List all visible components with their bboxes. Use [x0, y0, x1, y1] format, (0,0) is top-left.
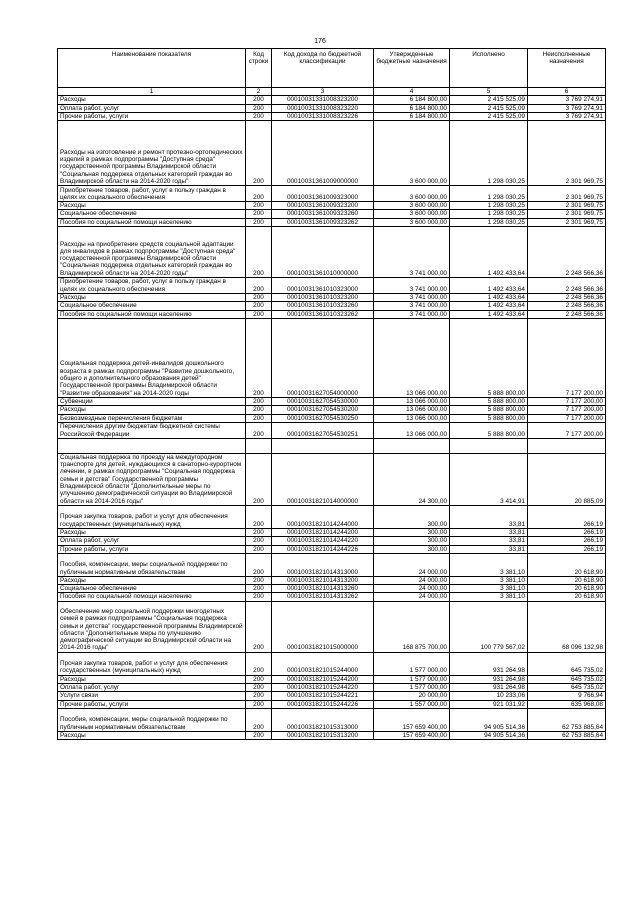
table-row	[58, 553, 606, 576]
cell-executed: 100 779 567,02	[450, 601, 528, 652]
table-row	[58, 593, 606, 601]
cell-unexecuted: 2 301 969,75	[528, 202, 606, 210]
table-row	[58, 310, 606, 318]
cell-executed: 3 381,10	[450, 585, 528, 593]
cell-name: Социальная поддержка детей-инвалидов дошкольного возраста в рамках подпрограммы "Развитие дошкольного, общего и дополнительного образования детей" Государственной программы Владимирской области "Развитие образования" на 2014-2020 годы	[58, 318, 246, 397]
cell-kbk	[272, 438, 374, 453]
header-unexecuted: Неисполненные назначения	[528, 49, 606, 88]
cell-name: Обеспечение мер социальной поддержки многодетных семей в рамках подпрограммы "Социальная поддержка семьи и детства" государственной программы Владимирской области "Дополнительные меры по улучшению демографической ситуации во Владимирской области на 2014-2016 годы"	[58, 601, 246, 652]
cell-executed: 3 381,10	[450, 593, 528, 601]
cell-name: Оплата работ, услуг	[58, 684, 246, 692]
cell-code: 200	[246, 692, 272, 700]
column-index-row	[58, 88, 606, 96]
cell-unexecuted: 20 618,90	[528, 576, 606, 584]
table-row	[58, 708, 606, 731]
cell-approved: 13 066 000,00	[374, 414, 450, 422]
cell-approved: 24 000,00	[374, 585, 450, 593]
cell-unexecuted: 3 769 274,91	[528, 104, 606, 112]
cell-kbk: 00010031331008323226	[272, 112, 374, 120]
cell-unexecuted: 20 618,90	[528, 593, 606, 601]
cell-name: Пособия, компенсации, меры социальной поддержки по публичным нормативным обязательствам	[58, 553, 246, 576]
cell-code: 200	[246, 121, 272, 186]
cell-unexecuted: 3 769 274,91	[528, 112, 606, 120]
cell-kbk: 00010031361009000000	[272, 121, 374, 186]
cell-executed: 33,81	[450, 545, 528, 553]
cell-name: Расходы	[58, 406, 246, 414]
cell-unexecuted: 2 301 969,75	[528, 186, 606, 202]
cell-approved: 13 066 000,00	[374, 397, 450, 405]
cell-kbk: 00010031627054530000	[272, 397, 374, 405]
cell-executed: 1 492 433,64	[450, 278, 528, 294]
cell-code: 200	[246, 422, 272, 438]
cell-unexecuted: 266,19	[528, 528, 606, 536]
table-row	[58, 537, 606, 545]
cell-name: Пособия, компенсации, меры социальной поддержки по публичным нормативным обязательствам	[58, 708, 246, 731]
cell-approved: 3 600 000,00	[374, 202, 450, 210]
table-row	[58, 278, 606, 294]
cell-approved: 3 741 000,00	[374, 294, 450, 302]
cell-approved: 300,00	[374, 537, 450, 545]
table-row	[58, 186, 606, 202]
cell-kbk: 00010031331008323220	[272, 104, 374, 112]
cell-code: 200	[246, 553, 272, 576]
cell-kbk: 00010031821014313260	[272, 585, 374, 593]
cell-unexecuted: 7 177 200,00	[528, 406, 606, 414]
index-5: 5	[450, 88, 528, 96]
cell-name: Расходы	[58, 731, 246, 739]
cell-executed: 5 888 800,00	[450, 422, 528, 438]
table-row	[58, 96, 606, 104]
cell-unexecuted: 7 177 200,00	[528, 414, 606, 422]
table-row	[58, 218, 606, 226]
cell-code: 200	[246, 585, 272, 593]
cell-executed: 931 264,98	[450, 675, 528, 683]
cell-name: Оплата работ, услуг	[58, 104, 246, 112]
cell-code: 200	[246, 318, 272, 397]
table-row	[58, 684, 606, 692]
cell-approved: 13 066 000,00	[374, 318, 450, 397]
cell-approved: 20 000,00	[374, 692, 450, 700]
cell-approved: 1 557 000,00	[374, 700, 450, 708]
cell-name: Социальное обеспечение	[58, 210, 246, 218]
cell-code: 200	[246, 731, 272, 739]
table-row	[58, 652, 606, 675]
index-3: 3	[272, 88, 374, 96]
cell-code: 200	[246, 453, 272, 505]
cell-name: Прочая закупка товаров, работ и услуг для обеспечения государственных (муниципальных) нужд	[58, 505, 246, 528]
cell-executed: 931 264,98	[450, 652, 528, 675]
cell-name: Расходы	[58, 202, 246, 210]
cell-name: Перечисления другим бюджетам бюджетной системы Российской Федерации	[58, 422, 246, 438]
header-code: Код строки	[246, 49, 272, 88]
cell-executed: 2 415 525,09	[450, 96, 528, 104]
cell-executed: 3 381,10	[450, 576, 528, 584]
cell-code	[246, 438, 272, 453]
cell-name: Расходы	[58, 528, 246, 536]
cell-approved: 6 184 800,00	[374, 112, 450, 120]
cell-kbk: 00010031361010323000	[272, 278, 374, 294]
cell-name: Социальная поддержка по проезду на междугородном транспорте для детей, нуждающихся в санаторно-курортном лечении, в рамках подпрограммы "Социальная поддержка семьи и детства" Государственной программы Владимирской области "Дополнительные меры по улучшению демографической ситуации во Владимирской области на 2014-2016 годы"	[58, 453, 246, 505]
cell-name: Прочие работы, услуги	[58, 700, 246, 708]
cell-executed: 1 492 433,64	[450, 302, 528, 310]
cell-name: Прочие работы, услуги	[58, 112, 246, 120]
cell-kbk: 00010031821014313200	[272, 576, 374, 584]
table-row	[58, 294, 606, 302]
table-row	[58, 397, 606, 405]
cell-name: Приобретение товаров, работ, услуг в пользу граждан в целях их социального обеспечения	[58, 186, 246, 202]
table-row	[58, 104, 606, 112]
cell-code: 200	[246, 96, 272, 104]
table-row	[58, 422, 606, 438]
cell-name: Услуги связи	[58, 692, 246, 700]
cell-unexecuted: 266,19	[528, 537, 606, 545]
cell-executed: 2 415 525,09	[450, 104, 528, 112]
cell-code: 200	[246, 675, 272, 683]
cell-unexecuted: 68 096 132,98	[528, 601, 606, 652]
cell-executed: 1 492 433,64	[450, 294, 528, 302]
cell-executed: 5 888 800,00	[450, 406, 528, 414]
cell-code: 200	[246, 210, 272, 218]
table-row	[58, 210, 606, 218]
cell-code: 200	[246, 397, 272, 405]
cell-kbk: 00010031821015313200	[272, 731, 374, 739]
cell-name: Расходы	[58, 675, 246, 683]
cell-approved: 157 659 400,00	[374, 708, 450, 731]
cell-approved: 3 741 000,00	[374, 310, 450, 318]
cell-code: 200	[246, 528, 272, 536]
cell-approved: 6 184 800,00	[374, 104, 450, 112]
cell-approved: 300,00	[374, 505, 450, 528]
table-row	[58, 585, 606, 593]
cell-name: Социальное обеспечение	[58, 302, 246, 310]
cell-unexecuted: 62 753 885,64	[528, 708, 606, 731]
page-number: 176	[314, 38, 326, 45]
cell-code: 200	[246, 218, 272, 226]
cell-unexecuted	[528, 438, 606, 453]
table-row	[58, 227, 606, 278]
cell-code: 200	[246, 593, 272, 601]
cell-kbk: 00010031361010323262	[272, 310, 374, 318]
cell-name: Пособия по социальной помощи населению	[58, 593, 246, 601]
cell-name	[58, 438, 246, 453]
cell-unexecuted: 3 769 274,91	[528, 96, 606, 104]
cell-unexecuted: 2 248 566,36	[528, 302, 606, 310]
cell-executed: 1 298 030,25	[450, 218, 528, 226]
cell-unexecuted: 645 735,02	[528, 675, 606, 683]
cell-kbk: 00010031627054000000	[272, 318, 374, 397]
cell-code: 200	[246, 505, 272, 528]
cell-approved: 24 000,00	[374, 553, 450, 576]
cell-unexecuted: 2 248 566,36	[528, 227, 606, 278]
cell-approved: 24 000,00	[374, 576, 450, 584]
cell-kbk: 00010031361009323200	[272, 202, 374, 210]
cell-kbk: 00010031361009323260	[272, 210, 374, 218]
table-row	[58, 692, 606, 700]
cell-unexecuted: 2 301 969,75	[528, 210, 606, 218]
cell-kbk: 00010031821014313262	[272, 593, 374, 601]
table-row	[58, 121, 606, 186]
cell-executed: 94 905 514,36	[450, 731, 528, 739]
cell-unexecuted: 9 766,94	[528, 692, 606, 700]
cell-executed: 1 298 030,25	[450, 202, 528, 210]
cell-name: Расходы	[58, 576, 246, 584]
cell-code: 200	[246, 406, 272, 414]
table-row	[58, 545, 606, 553]
index-2: 2	[246, 88, 272, 96]
cell-approved: 3 600 000,00	[374, 186, 450, 202]
cell-approved: 3 600 000,00	[374, 210, 450, 218]
cell-kbk: 00010031821014244220	[272, 537, 374, 545]
cell-code: 200	[246, 700, 272, 708]
cell-kbk: 00010031821015000000	[272, 601, 374, 652]
cell-executed: 1 298 030,25	[450, 210, 528, 218]
table-row	[58, 414, 606, 422]
cell-approved: 13 066 000,00	[374, 422, 450, 438]
cell-name: Расходы	[58, 96, 246, 104]
cell-unexecuted: 266,19	[528, 545, 606, 553]
cell-code: 200	[246, 186, 272, 202]
cell-kbk: 00010031821015244200	[272, 675, 374, 683]
cell-unexecuted: 2 248 566,36	[528, 310, 606, 318]
cell-kbk: 00010031821014244000	[272, 505, 374, 528]
table-row	[58, 453, 606, 505]
table-row	[58, 318, 606, 397]
cell-executed: 2 415 525,09	[450, 112, 528, 120]
cell-name: Субвенции	[58, 397, 246, 405]
header-executed: Исполнено	[450, 49, 528, 88]
cell-name: Прочая закупка товаров, работ и услуг для обеспечения государственных (муниципальных) нужд	[58, 652, 246, 675]
cell-kbk: 00010031361010323200	[272, 294, 374, 302]
cell-unexecuted: 20 618,90	[528, 585, 606, 593]
table-row	[58, 675, 606, 683]
cell-approved: 1 577 000,00	[374, 652, 450, 675]
cell-approved: 1 577 000,00	[374, 684, 450, 692]
cell-unexecuted: 2 301 969,75	[528, 121, 606, 186]
cell-code: 200	[246, 708, 272, 731]
cell-executed: 1 492 433,64	[450, 310, 528, 318]
cell-executed: 94 905 514,36	[450, 708, 528, 731]
cell-approved: 3 741 000,00	[374, 278, 450, 294]
cell-unexecuted: 20 618,90	[528, 553, 606, 576]
cell-approved: 24 000,00	[374, 593, 450, 601]
cell-kbk: 00010031627054530200	[272, 406, 374, 414]
cell-unexecuted: 7 177 200,00	[528, 397, 606, 405]
cell-unexecuted: 635 968,08	[528, 700, 606, 708]
index-6: 6	[528, 88, 606, 96]
cell-kbk: 00010031821015313000	[272, 708, 374, 731]
table-row	[58, 700, 606, 708]
header-approved: Утвержденные бюджетные назначения	[374, 49, 450, 88]
table-body	[58, 96, 606, 740]
cell-code: 200	[246, 278, 272, 294]
cell-kbk: 00010031821015244226	[272, 700, 374, 708]
cell-code: 200	[246, 112, 272, 120]
cell-approved: 3 741 000,00	[374, 302, 450, 310]
cell-approved: 3 741 000,00	[374, 227, 450, 278]
cell-code: 200	[246, 545, 272, 553]
cell-name: Безвозмездные перечисления бюджетам	[58, 414, 246, 422]
cell-approved: 1 577 000,00	[374, 675, 450, 683]
table-row	[58, 202, 606, 210]
cell-code: 200	[246, 652, 272, 675]
cell-unexecuted: 645 735,02	[528, 652, 606, 675]
cell-approved: 3 600 000,00	[374, 218, 450, 226]
cell-executed: 5 888 800,00	[450, 397, 528, 405]
cell-executed: 931 264,98	[450, 684, 528, 692]
cell-executed: 10 233,06	[450, 692, 528, 700]
table-row	[58, 406, 606, 414]
cell-code: 200	[246, 601, 272, 652]
cell-code: 200	[246, 537, 272, 545]
cell-executed: 33,81	[450, 505, 528, 528]
cell-executed: 33,81	[450, 528, 528, 536]
table-row	[58, 601, 606, 652]
cell-executed	[450, 438, 528, 453]
cell-approved: 168 875 700,00	[374, 601, 450, 652]
cell-name: Пособия по социальной помощи населению	[58, 310, 246, 318]
cell-unexecuted: 7 177 200,00	[528, 318, 606, 397]
table-row	[58, 731, 606, 739]
cell-name: Расходы на приобретение средств социальной адаптации для инвалидов в рамках подпрограммы "Доступная среда" государственной программы Владимирской области "Социальная поддержка отдельных категорий граждан во Владимирской области на 2014-2020 годы"	[58, 227, 246, 278]
cell-kbk: 00010031627054530251	[272, 422, 374, 438]
cell-approved: 3 600 000,00	[374, 121, 450, 186]
cell-approved: 24 300,00	[374, 453, 450, 505]
cell-code: 200	[246, 202, 272, 210]
cell-unexecuted: 645 735,02	[528, 684, 606, 692]
cell-unexecuted: 2 301 969,75	[528, 218, 606, 226]
cell-code: 200	[246, 227, 272, 278]
cell-executed: 921 031,92	[450, 700, 528, 708]
cell-kbk: 000100313310083232​00	[272, 96, 374, 104]
cell-name: Приобретение товаров, работ, услуг в пользу граждан в целях их социального обеспечения	[58, 278, 246, 294]
cell-approved: 157 659 400,00	[374, 731, 450, 739]
table-header-row	[58, 49, 606, 88]
cell-unexecuted: 2 248 566,36	[528, 278, 606, 294]
cell-code: 200	[246, 310, 272, 318]
cell-name: Расходы	[58, 294, 246, 302]
cell-unexecuted: 2 248 566,36	[528, 294, 606, 302]
table-row	[58, 528, 606, 536]
cell-approved: 13 066 000,00	[374, 406, 450, 414]
cell-kbk: 00010031361010323260	[272, 302, 374, 310]
cell-code: 200	[246, 414, 272, 422]
cell-approved	[374, 438, 450, 453]
cell-unexecuted: 266,19	[528, 505, 606, 528]
cell-kbk: 00010031821015244000	[272, 652, 374, 675]
cell-kbk: 00010031361009323262	[272, 218, 374, 226]
table-row	[58, 438, 606, 453]
cell-executed: 1 492 433,64	[450, 227, 528, 278]
cell-code: 200	[246, 104, 272, 112]
cell-kbk: 00010031821014244226	[272, 545, 374, 553]
cell-executed: 1 298 030,25	[450, 186, 528, 202]
cell-kbk: 00010031821015244220	[272, 684, 374, 692]
cell-name: Прочие работы, услуги	[58, 545, 246, 553]
cell-code: 200	[246, 576, 272, 584]
table-row	[58, 505, 606, 528]
cell-code: 200	[246, 294, 272, 302]
cell-kbk: 00010031627054530250	[272, 414, 374, 422]
header-kbk: Код дохода по бюджетной классификации	[272, 49, 374, 88]
cell-unexecuted: 7 177 200,00	[528, 422, 606, 438]
table-row	[58, 576, 606, 584]
cell-kbk: 00010031821014000000	[272, 453, 374, 505]
cell-name: Социальное обеспечение	[58, 585, 246, 593]
cell-unexecuted: 62 753 885,64	[528, 731, 606, 739]
cell-executed: 3 381,10	[450, 553, 528, 576]
cell-code: 200	[246, 684, 272, 692]
header-name: Наименование показателя	[58, 49, 246, 88]
cell-executed: 5 888 800,00	[450, 414, 528, 422]
cell-kbk: 00010031361009323000	[272, 186, 374, 202]
cell-kbk: 00010031821014313000	[272, 553, 374, 576]
cell-unexecuted: 20 885,09	[528, 453, 606, 505]
cell-kbk: 00010031361010000000	[272, 227, 374, 278]
cell-executed: 5 888 800,00	[450, 318, 528, 397]
cell-name: Расходы на изготовление и ремонт протезно-ортопедических изделий в рамках подпрограммы "Доступная среда" государственной программы Владимирской области "Социальная поддержка отдельных категорий граждан во Владимирской области на 2014-2020 годы"	[58, 121, 246, 186]
cell-name: Оплата работ, услуг	[58, 537, 246, 545]
cell-executed: 3 414,91	[450, 453, 528, 505]
index-4: 4	[374, 88, 450, 96]
cell-kbk: 00010031821015244221	[272, 692, 374, 700]
table-row	[58, 302, 606, 310]
cell-executed: 33,81	[450, 537, 528, 545]
cell-kbk: 00010031821014244200	[272, 528, 374, 536]
cell-name: Пособия по социальной помощи населению	[58, 218, 246, 226]
table-row	[58, 112, 606, 120]
cell-approved: 6 184 800,00	[374, 96, 450, 104]
budget-execution-table	[57, 48, 606, 740]
cell-approved: 300,00	[374, 528, 450, 536]
cell-approved: 300,00	[374, 545, 450, 553]
index-1: 1	[58, 88, 246, 96]
cell-code: 200	[246, 302, 272, 310]
cell-executed: 1 298 030,25	[450, 121, 528, 186]
